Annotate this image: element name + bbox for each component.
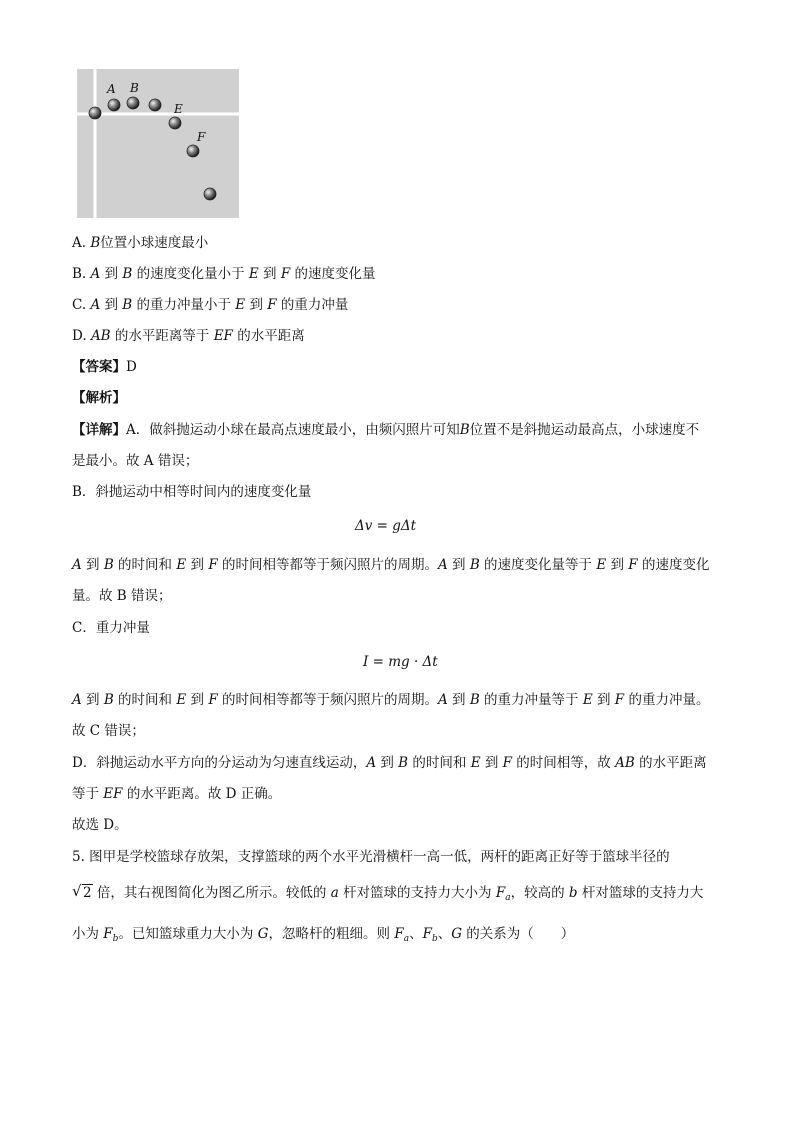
ball-4 bbox=[149, 99, 161, 111]
detail-line-9: D．斜抛运动水平方向的分运动为匀速直线运动，A 到 B 的时间和 E 到 F 的时间相等，故 AB 的水平距离 bbox=[72, 755, 707, 771]
ball-7 bbox=[204, 188, 216, 200]
detail-line-6: C．重力冲量 bbox=[72, 620, 150, 636]
detail-line-7: A 到 B 的时间和 E 到 F 的时间相等都等于频闪照片的周期。A 到 B 的重力冲量等于 E 到 F 的重力冲量。 bbox=[72, 692, 710, 708]
detail-line-5: 量。故 B 错误； bbox=[72, 588, 172, 604]
option-b: B. A 到 B 的速度变化量小于 E 到 F 的速度变化量 bbox=[72, 266, 376, 282]
detail-line-11: 故选 D。 bbox=[72, 817, 128, 833]
label-f: F bbox=[197, 130, 206, 144]
equation-impulse: I = mg · Δt bbox=[363, 654, 438, 670]
question-5-line-1: 5. 图甲是学校篮球存放架，支撑篮球的两个水平光滑横杆一高一低，两杆的距离正好等于篮球半径的 bbox=[72, 849, 670, 865]
ball-e bbox=[169, 117, 181, 129]
detail-line-4: A 到 B 的时间和 E 到 F 的时间相等都等于频闪照片的周期。A 到 B 的速度变化量等于 E 到 F 的速度变化 bbox=[72, 557, 710, 573]
question-5-line-3: 小为 $F_b$。已知篮球重力大小为 G，忽略杆的粗细。则 $F_a$、$F_b$、G 的关系为（ ） bbox=[72, 926, 575, 944]
detail-line-1: 【详解】A．做斜抛运动小球在最高点速度最小，由频闪照片可知B位置不是斜抛运动最高点，小球速度不 bbox=[72, 422, 700, 438]
strobe-photo-figure bbox=[77, 69, 239, 218]
ball-b bbox=[127, 97, 139, 109]
analysis-heading: 【解析】 bbox=[72, 390, 126, 406]
label-b: B bbox=[130, 81, 139, 95]
detail-line-2: 是最小。故 A 错误； bbox=[72, 453, 199, 469]
question-5-line-2: √ 2 倍，其右视图简化为图乙所示。较低的 a 杆对篮球的支持力大小为 $F_a$，较高的 b 杆对篮球的支持力大 bbox=[72, 882, 704, 903]
label-a: A bbox=[107, 82, 116, 96]
ball-f bbox=[187, 145, 199, 157]
ball-a bbox=[108, 99, 120, 111]
label-e: E bbox=[174, 102, 183, 116]
detail-line-10: 等于 EF 的水平距离。故 D 正确。 bbox=[72, 786, 282, 802]
option-c: C. A 到 B 的重力冲量小于 E 到 F 的重力冲量 bbox=[72, 297, 349, 313]
detail-line-8: 故 C 错误； bbox=[72, 723, 145, 739]
sqrt-two: √ 2 bbox=[72, 882, 92, 901]
detail-line-3: B．斜抛运动中相等时间内的速度变化量 bbox=[72, 484, 312, 500]
equation-velocity-change: Δv = gΔt bbox=[355, 518, 417, 534]
strobe-photo-svg bbox=[77, 69, 239, 218]
option-a: A. B位置小球速度最小 bbox=[72, 235, 209, 251]
answer-line: 【答案】D bbox=[72, 359, 137, 375]
option-d: D. AB 的水平距离等于 EF 的水平距离 bbox=[72, 328, 305, 344]
ball-1 bbox=[89, 107, 101, 119]
